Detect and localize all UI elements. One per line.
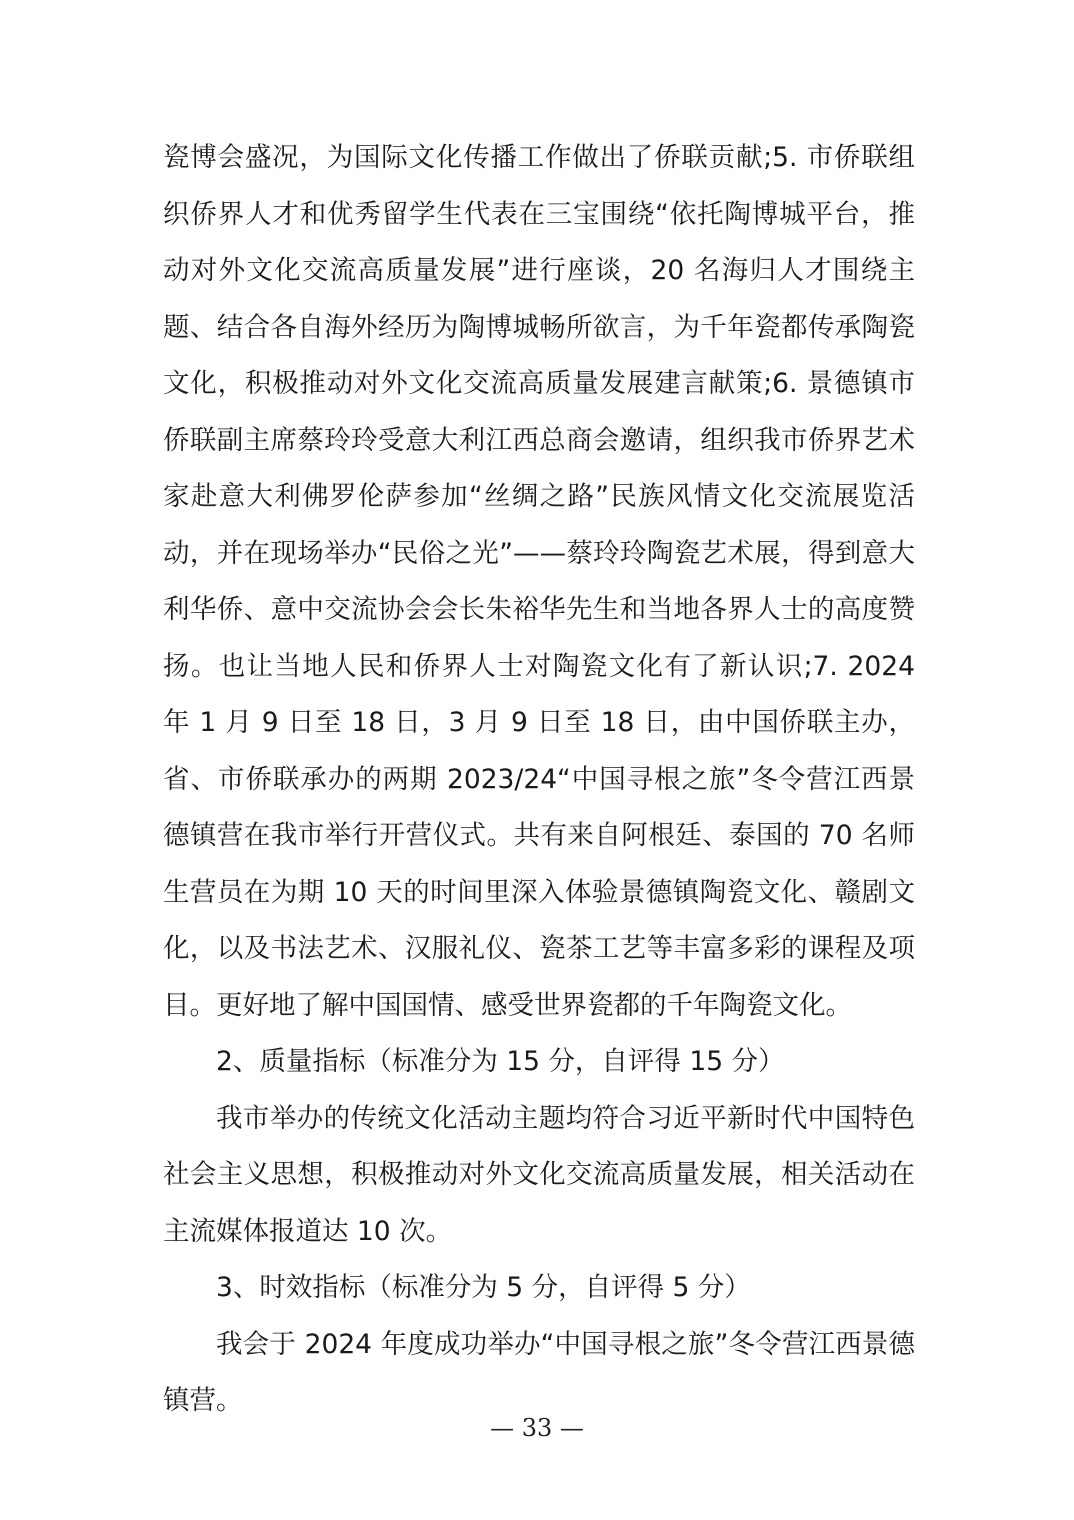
paragraph-continued: 瓷博会盛况，为国际文化传播工作做出了侨联贡献;5. 市侨联组织侨界人才和优秀留学生代表在三宝围绕“依托陶博城平台，推动对外文化交流高质量发展”进行座谈，20 名海归人才围绕主题、结合各自海外经历为陶博城畅所欲言，为千年瓷都传承陶瓷文化，积极推动对外文化交流高质量发展建言献策;6. 景德镇市侨联副主席蔡玲玲受意大利江西总商会邀请，组织我市侨界艺术家赴意大利佛罗伦萨参加“丝绸之路”民族风情文化交流展览活动，并在现场举办“民俗之光”——蔡玲玲陶瓷艺术展，得到意大利华侨、意中交流协会会长朱裕华先生和当地各界人士的高度赞扬。也让当地人民和侨界人士对陶瓷文化有了新认识;7. 2024 年 1 月 9 日至 18 日，3 月 9 日至 18 日，由中国侨联主办，省、市侨联承办的两期 2023/24“中国寻根之旅”冬令营江西景德镇营在我市举行开营仪式。共有来自阿根廷、泰国的 70 名师生营员在为期 10 天的时间里深入体验景德镇陶瓷文化、赣剧文化，以及书法艺术、汉服礼仪、瓷茶工艺等丰富多彩的课程及项目。更好地了解中国国情、感受世界瓷都的千年陶瓷文化。 xyxy=(163,142,915,1021)
paragraph-quality: 我市举办的传统文化活动主题均符合习近平新时代中国特色社会主义思想，积极推动对外文化交流高质量发展，相关活动在主流媒体报道达 10 次。 xyxy=(163,1102,915,1247)
body-text xyxy=(163,130,915,1430)
paragraph-timeliness: 我会于 2024 年度成功举办“中国寻根之旅”冬令营江西景德镇营。 xyxy=(163,1328,915,1416)
heading-quality-indicator: 2、质量指标（标准分为 15 分，自评得 15 分） xyxy=(216,1046,785,1077)
heading-timeliness-indicator: 3、时效指标（标准分为 5 分，自评得 5 分） xyxy=(216,1272,751,1303)
page-number: — 33 — xyxy=(490,1414,584,1442)
